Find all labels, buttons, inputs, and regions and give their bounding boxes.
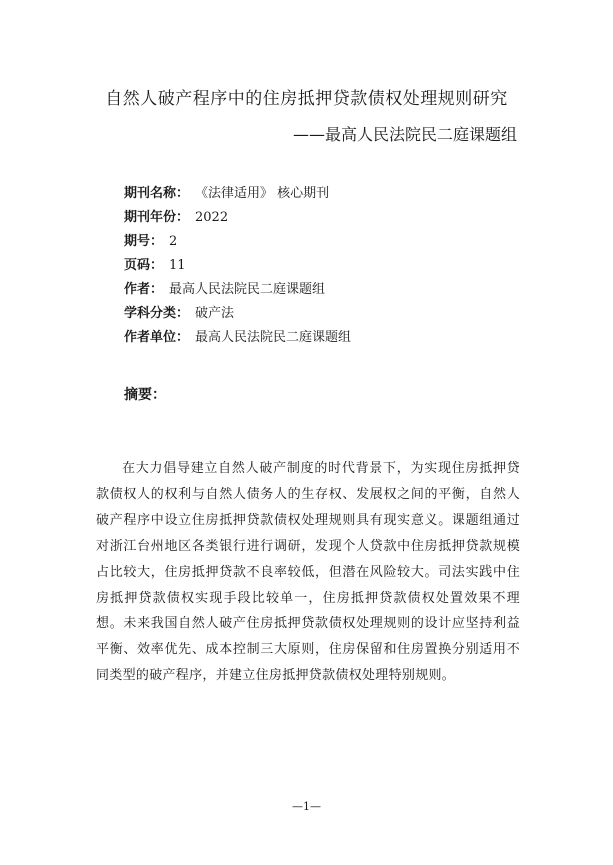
abstract-body: 在大力倡导建立自然人破产制度的时代背景下，为实现住房抵押贷款债权人的权利与自然人债务人的生存权、发展权之间的平衡，自然人破产程序中设立住房抵押贷款债权处理规则具有现实意义。课题组通过对浙江台州地区各类银行进行调研，发现个人贷款中住房抵押贷款规模占比较大，住房抵押贷款不良率较低，但潜在风险较大。司法实践中住房抵押贷款债权实现手段比较单一，住房抵押贷款债权处置效果不理想。未来我国自然人破产住房抵押贷款债权处理规则的设计应坚持利益平衡、效率优先、成本控制三大原则，住房保留和住房置换分别适用不同类型的破产程序，并建立住房抵押贷款债权处理特别规则。 bbox=[96, 461, 520, 684]
meta-label: 作者单位： bbox=[124, 330, 190, 345]
meta-value: 最高人民法院民二庭课题组 bbox=[195, 330, 352, 345]
meta-subject bbox=[124, 302, 351, 326]
metadata-list bbox=[124, 182, 351, 350]
meta-issue bbox=[124, 230, 351, 254]
meta-journal-year bbox=[124, 206, 351, 230]
meta-page bbox=[124, 254, 351, 278]
meta-label: 作者： bbox=[124, 282, 164, 297]
meta-label: 期刊名称： bbox=[124, 186, 190, 201]
meta-label: 页码： bbox=[124, 258, 164, 273]
meta-value: 2 bbox=[169, 234, 178, 249]
meta-value: 2022 bbox=[195, 210, 229, 225]
meta-author bbox=[124, 278, 351, 302]
document-title: 自然人破产程序中的住房抵押贷款债权处理规则研究 bbox=[105, 89, 508, 109]
page-number: —1— bbox=[292, 800, 321, 813]
meta-journal-name bbox=[124, 182, 351, 206]
document-subtitle: ——最高人民法院民二庭课题组 bbox=[292, 125, 517, 144]
meta-label: 期刊年份： bbox=[124, 210, 190, 225]
meta-value: 破产法 bbox=[195, 306, 235, 321]
abstract-heading: 摘要： bbox=[124, 387, 166, 403]
meta-value: 11 bbox=[169, 258, 186, 273]
meta-label: 期号： bbox=[124, 234, 164, 249]
meta-value: 《法律适用》 核心期刊 bbox=[195, 186, 330, 201]
meta-affiliation bbox=[124, 326, 351, 350]
meta-value: 最高人民法院民二庭课题组 bbox=[169, 282, 326, 297]
meta-label: 学科分类： bbox=[124, 306, 190, 321]
